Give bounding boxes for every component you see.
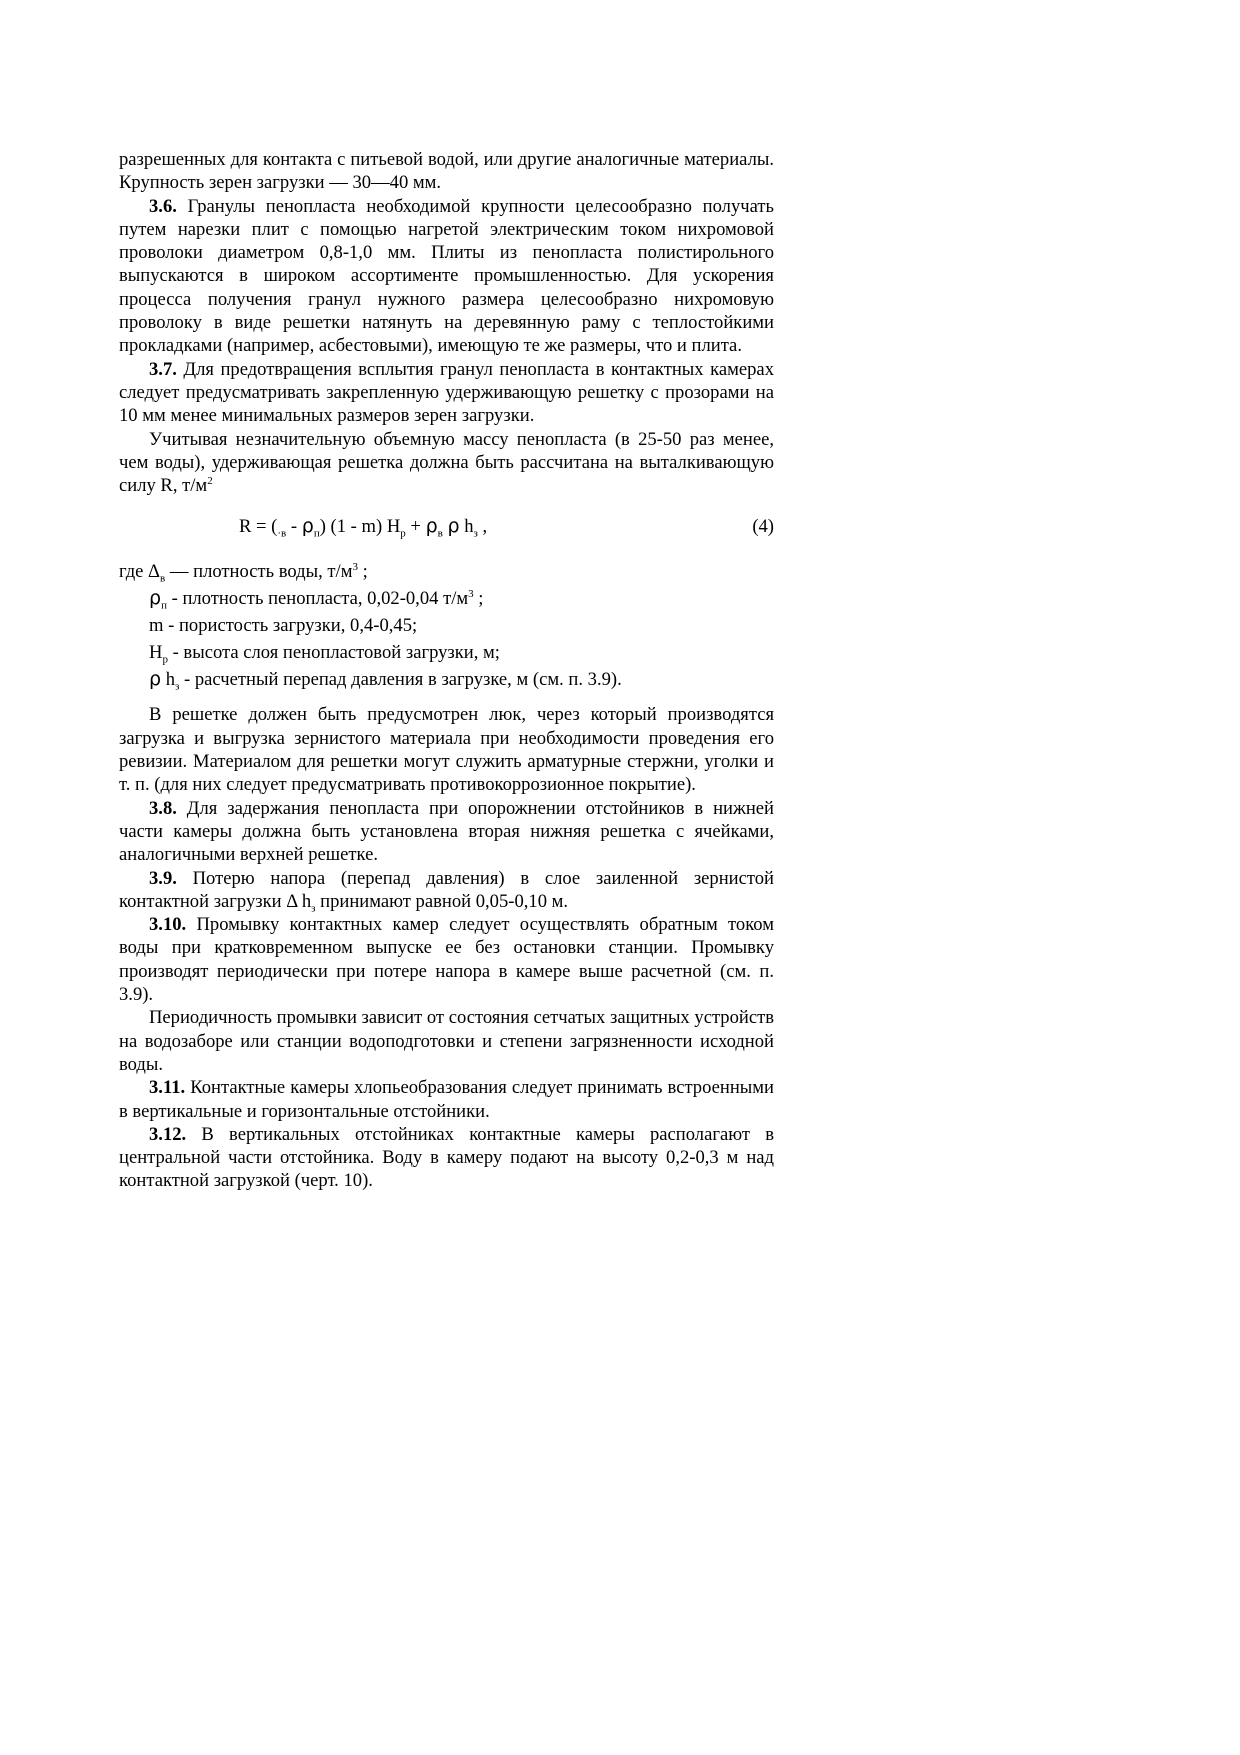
definition-subscript: в: [160, 573, 166, 586]
definition-part: - плотность пенопласта, 0,02-0,04 т/м: [166, 588, 469, 610]
definition-pressure-drop: [119, 666, 774, 693]
formula-expression: [239, 515, 488, 541]
definition-part: ;: [473, 588, 484, 610]
clause-number: 3.8.: [149, 797, 177, 819]
definition-part: ;: [357, 561, 368, 583]
definition-foam-density: [119, 585, 774, 612]
formula-part: ,: [477, 516, 488, 538]
definition-porosity: [119, 612, 774, 639]
formula-part: -: [286, 516, 302, 538]
definition-subscript: п: [161, 600, 167, 613]
formula-subscript: р: [400, 528, 406, 541]
definition-part: m - пористость загрузки, 0,4-0,45;: [149, 615, 418, 637]
definition-subscript: р: [162, 654, 168, 667]
definition-part: h: [161, 669, 176, 691]
formula-part: R = (: [239, 516, 278, 538]
rho-symbol: ρ: [447, 515, 460, 538]
definition-part: H: [149, 642, 163, 664]
clause-number: 3.10.: [149, 914, 187, 936]
definition-water-density: [119, 558, 774, 585]
paragraph-text: Гранулы пенопласта необходимой крупности целесообразно получать путем нарезки плит с помощью нагретой электрическим током нихромовой проволоки диаметром 0,8-1,0 мм. Плиты из пенопласта полистирольного выпускаются в широком ассортименте промышленностью. Для ускорения процесса получения гранул нужного размера целесообразно нихромовую проволоку в виде решетки натянуть на деревянную раму с теплостойкими прокладками (например, асбестовыми), имеющую те же размеры, что и плита.: [119, 195, 774, 357]
formula-subscript: ·в: [277, 528, 287, 541]
paragraph-continuation: [119, 148, 774, 195]
clause-number: 3.7.: [149, 358, 177, 380]
clause-number: 3.11.: [149, 1077, 186, 1099]
definition-part: где Δ: [119, 561, 161, 583]
paragraph-wash-frequency: [119, 1006, 774, 1076]
paragraph-text: В решетке должен быть предусмотрен люк, через который производятся загрузка и выгрузка зернистого материала при необходимости проведения его ревизии. Материалом для решетки могут служить арматурные стержни, уголки и т. п. (для них следует предусматривать противокоррозионное покрытие).: [119, 704, 774, 796]
clause-number: 3.9.: [149, 867, 177, 889]
paragraph-text: Потерю напора (перепад давления) в слое заиленной зернистой контактной загрузки Δ h: [119, 867, 774, 912]
paragraph-3-11: [119, 1076, 774, 1123]
paragraph-3-12: [119, 1123, 774, 1193]
definition-part: - высота слоя пенопластовой загрузки, м;: [167, 642, 500, 664]
definition-part: - расчетный перепад давления в загрузке, м (см. п. 3.9).: [179, 669, 622, 691]
formula-part: h: [459, 516, 474, 538]
rho-symbol: ρ: [301, 515, 314, 538]
definition-part: — плотность воды, т/м: [165, 561, 353, 583]
paragraph-text: принимают равной 0,05-0,10 м.: [315, 890, 569, 912]
formula-4: [119, 515, 774, 539]
rho-symbol: ρ: [149, 668, 162, 691]
paragraph-text: Для предотвращения всплытия гранул пенопласта в контактных камерах следует предусматривать закрепленную удерживающую решетку с прозорами на 10 мм менее минимальных размеров зерен загрузки.: [119, 358, 774, 427]
paragraph-buoyancy: [119, 428, 774, 498]
paragraph-text: разрешенных для контакта с питьевой водой, или другие аналогичные материалы. Крупность зерен загрузки — 30—40 мм.: [119, 149, 774, 194]
paragraph-3-9: [119, 867, 774, 914]
paragraph-text: Контактные камеры хлопьеобразования следует принимать встроенными в вертикальные и горизонтальные отстойники.: [119, 1077, 774, 1122]
paragraph-hatch: [119, 703, 774, 796]
paragraph-text: Учитывая незначительную объемную массу пенопласта (в 25-50 раз менее, чем воды), удерживающая решетка должна быть рассчитана на выталкивающую силу R, т/м: [119, 428, 774, 497]
clause-number: 3.12.: [149, 1123, 187, 1145]
paragraph-3-8: [119, 797, 774, 867]
rho-symbol: ρ: [149, 587, 162, 610]
definition-layer-height: [119, 639, 774, 666]
superscript: 2: [207, 474, 213, 487]
formula-subscript: з: [473, 528, 478, 541]
formula-part: ) (1 - m) H: [319, 516, 401, 538]
definition-superscript: 3: [468, 588, 474, 601]
document-page: [119, 148, 774, 1193]
paragraph-text: Для задержания пенопласта при опорожнении отстойников в нижней части камеры должна быть установлена вторая нижняя решетка с ячейками, аналогичными верхней решетке.: [119, 797, 774, 866]
definition-subscript: з: [175, 681, 180, 694]
subscript: з: [311, 902, 316, 915]
definitions-list: [119, 558, 774, 693]
paragraph-text: Периодичность промывки зависит от состояния сетчатых защитных устройств на водозаборе или станции водоподготовки и степени загрязненности исходной воды.: [119, 1007, 774, 1075]
paragraph-text: Промывку контактных камер следует осуществлять обратным током воды при кратковременном выпуске ее без остановки станции. Промывку производят периодически при потере напора в камере выше расчетной (см. п. 3.9).: [119, 914, 774, 1006]
paragraph-3-6: [119, 195, 774, 358]
paragraph-3-7: [119, 358, 774, 428]
rho-symbol: ρ: [425, 515, 438, 538]
formula-part: +: [405, 516, 426, 538]
paragraph-text: В вертикальных отстойниках контактные камеры располагают в центральной части отстойника. Воду в камеру подают на высоту 0,2-0,3 м над контактной загрузкой (черт. 10).: [119, 1123, 774, 1192]
paragraph-3-10: [119, 913, 774, 1006]
formula-subscript: в: [437, 528, 443, 541]
definition-superscript: 3: [352, 561, 358, 574]
equation-number: (4): [752, 516, 774, 538]
formula-subscript: п: [313, 528, 320, 541]
clause-number: 3.6.: [149, 195, 177, 217]
